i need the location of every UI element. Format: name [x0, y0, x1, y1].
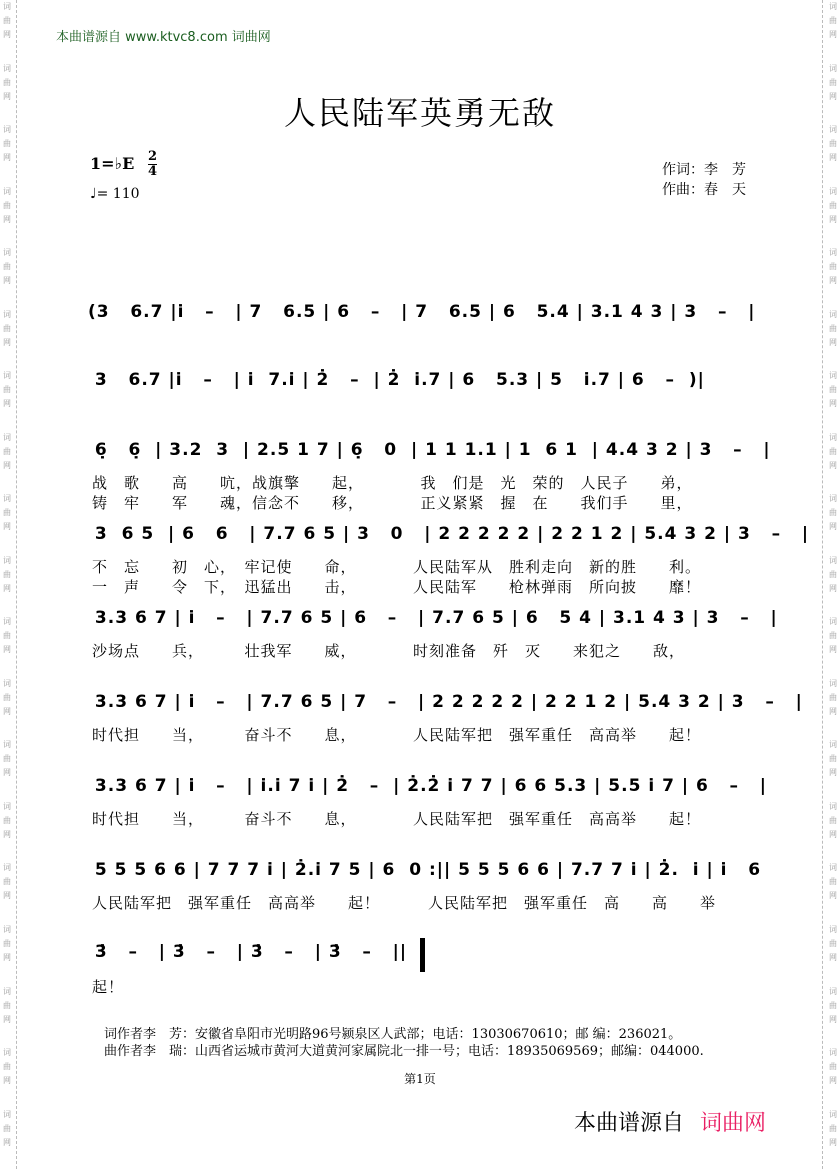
song-title: 人民陆军英勇无敌 [283, 94, 556, 132]
watermark-char: 词 [829, 617, 837, 627]
watermark-char: 网 [3, 645, 11, 655]
watermark-char: 网 [829, 1137, 837, 1147]
watermark-char: 曲 [829, 815, 837, 825]
watermark-char: 曲 [829, 323, 837, 333]
time-denominator: 4 [148, 164, 158, 179]
lyric-line: 时代担 当， 奋斗不 息， 人民陆军把 强军重任 高高举 起！ [92, 726, 702, 744]
watermark-char: 网 [3, 583, 11, 593]
watermark-char: 网 [829, 952, 837, 962]
watermark-char: 词 [829, 2, 837, 11]
notation: 3.3 6 7 | i̇ – | 7.7 6 5 | 7 – | 2 2 2 2 2 | 2 2 1 2 | 5.4 3 2 | 3 – | [88, 692, 803, 712]
watermark-char: 词 [3, 494, 11, 504]
right-dashed-border [822, 0, 823, 1169]
watermark-char: 网 [3, 30, 11, 39]
watermark-char: 曲 [3, 877, 11, 887]
watermark-char: 曲 [829, 16, 837, 25]
watermark-char: 网 [829, 214, 837, 224]
watermark-char: 曲 [3, 1062, 11, 1072]
watermark-char: 网 [829, 706, 837, 716]
watermark-char: 曲 [829, 77, 837, 87]
watermark-char: 曲 [829, 1123, 837, 1133]
watermark-char: 词 [829, 432, 837, 442]
watermark-char: 词 [3, 432, 11, 442]
score-row-3 [88, 440, 771, 470]
watermark-char: 网 [3, 706, 11, 716]
watermark-char: 词 [829, 186, 837, 196]
score-row-5 [88, 608, 778, 638]
watermark-char: 网 [3, 276, 11, 286]
watermark-char: 词 [829, 1109, 837, 1119]
notation: 3̇ – | 3̇ – | 3̇ – | 3̇ – || [88, 942, 408, 962]
notation: 3.3 6 7 | i̇ – | 7.7 6 5 | 6 – | 7.7 6 5 | 6 5 4 | 3.1 4 3 | 3 – | [88, 608, 778, 628]
final-barline [420, 938, 425, 972]
watermark-char: 网 [829, 1014, 837, 1024]
watermark-char: 词 [3, 1048, 11, 1058]
watermark-char: 曲 [829, 200, 837, 210]
score-row-1 [88, 302, 758, 332]
brand-text: 本曲谱源自 [574, 1111, 685, 1136]
watermark-char: 词 [829, 1048, 837, 1058]
score-row-8 [88, 860, 762, 890]
watermark-char: 词 [829, 986, 837, 996]
lyric-line: 战 歌 高 吭，战旗擎 起， 我 们是 光 荣的 人民子 弟， [92, 474, 693, 492]
watermark-char: 曲 [829, 631, 837, 641]
watermark-char: 词 [829, 801, 837, 811]
lyricist: 作词：李 芳 [662, 162, 746, 178]
watermark-char: 曲 [829, 877, 837, 887]
lyric-line: 一 声 令 下， 迅猛出 击， 人民陆军 枪林弹雨 所向披 靡！ [92, 578, 702, 596]
watermark-char: 网 [3, 829, 11, 839]
watermark-char: 词 [3, 801, 11, 811]
brand-footer [574, 1106, 766, 1137]
watermark-char: 曲 [3, 815, 11, 825]
watermark-char: 曲 [829, 1062, 837, 1072]
watermark-char: 词 [3, 309, 11, 319]
notation: 3 6.7 |i̇ – | i̇ 7.i̇ | 2̇ – | 2̇ i̇.7 | 6 5.3 | 5 i̇.7 | 6 – )| [88, 370, 705, 390]
watermark-char: 网 [3, 337, 11, 347]
watermark-char: 词 [829, 740, 837, 750]
watermark-char: 词 [829, 63, 837, 73]
watermark-char: 网 [829, 891, 837, 901]
watermark-char: 曲 [829, 1000, 837, 1010]
page-number: 第1页 [404, 1072, 436, 1086]
watermark-char: 曲 [3, 200, 11, 210]
watermark-char: 网 [829, 768, 837, 778]
notation: 5 5 5 6 6 | 7 7 7 i̇ | 2̇.i̇ 7 5 | 6 0 :|| 5 5 5 6 6 | 7.7 7 i̇ | 2̇. i̇ | i̇ 6 [88, 860, 762, 880]
watermark-char: 网 [3, 1137, 11, 1147]
watermark-char: 词 [829, 371, 837, 381]
time-signature [148, 150, 157, 179]
watermark-char: 网 [829, 276, 837, 286]
source-line: 本曲谱源自 www.ktvc8.com 词曲网 [56, 30, 271, 45]
watermark-char: 词 [3, 125, 11, 135]
watermark-char: 词 [829, 924, 837, 934]
watermark-char: 网 [3, 214, 11, 224]
watermark-char: 网 [829, 153, 837, 163]
watermark-char: 网 [829, 337, 837, 347]
watermark-char: 网 [3, 952, 11, 962]
watermark-char: 网 [829, 829, 837, 839]
watermark-char: 曲 [3, 508, 11, 518]
watermark-char: 曲 [3, 1123, 11, 1133]
watermark-char: 网 [3, 91, 11, 101]
left-dashed-border [16, 0, 17, 1169]
watermark-char: 词 [3, 924, 11, 934]
watermark-char: 网 [829, 91, 837, 101]
watermark-char: 词 [3, 63, 11, 73]
footer-line: 词作者李 芳：安徽省阜阳市光明路96号颍泉区人武部；电话：13030670610；邮 编：236021。 [104, 1027, 682, 1042]
watermark-char: 曲 [3, 323, 11, 333]
watermark-char: 曲 [829, 508, 837, 518]
notation: 3.3 6 7 | i̇ – | i̇.i̇ 7 i̇ | 2̇ – | 2̇.2̇ i̇ 7 7 | 6 6 5.3 | 5.5 i̇ 7 | 6 – | [88, 776, 767, 796]
lyric-line: 不 忘 初 心， 牢记使 命， 人民陆军从 胜利走向 新的胜 利。 [92, 558, 702, 576]
footer-contacts [104, 1026, 704, 1060]
watermark-char: 词 [3, 186, 11, 196]
watermark-char: 网 [3, 153, 11, 163]
watermark-char: 词 [3, 555, 11, 565]
watermark-char: 网 [3, 1014, 11, 1024]
score-row-7 [88, 776, 767, 806]
brand-link[interactable]: 词曲网 [700, 1111, 767, 1136]
watermark-char: 曲 [3, 692, 11, 702]
watermark-char: 曲 [829, 692, 837, 702]
watermark-char: 词 [3, 371, 11, 381]
watermark-char: 词 [3, 863, 11, 873]
score-row-6 [88, 692, 803, 722]
score-row-2 [88, 370, 758, 400]
watermark-char: 曲 [829, 139, 837, 149]
score-row-4 [88, 524, 810, 554]
watermark-char: 网 [3, 460, 11, 470]
notation: 3 6 5 | 6 6 | 7.7 6 5 | 3 0 | 2 2 2 2 2 | 2 2 1 2 | 5.4 3 2 | 3 – | [88, 524, 810, 544]
watermark-char: 词 [3, 248, 11, 258]
watermark-char: 曲 [3, 262, 11, 272]
watermark-char: 曲 [3, 631, 11, 641]
lyric-line: 时代担 当， 奋斗不 息， 人民陆军把 强军重任 高高举 起！ [92, 810, 702, 828]
watermark-char: 网 [829, 399, 837, 409]
watermark-char: 曲 [3, 938, 11, 948]
watermark-char: 词 [3, 2, 11, 11]
watermark-char: 词 [3, 1109, 11, 1119]
watermark-char: 曲 [829, 569, 837, 579]
watermark-char: 词 [3, 986, 11, 996]
watermark-char: 词 [829, 863, 837, 873]
watermark-char: 曲 [3, 77, 11, 87]
watermark-char: 词 [3, 678, 11, 688]
watermark-char: 词 [829, 494, 837, 504]
watermark-char: 网 [3, 1076, 11, 1086]
watermark-char: 网 [3, 768, 11, 778]
watermark-char: 网 [3, 891, 11, 901]
watermark-char: 词 [3, 740, 11, 750]
watermark-char: 曲 [829, 938, 837, 948]
watermark-char: 网 [829, 460, 837, 470]
watermark-char: 词 [829, 309, 837, 319]
watermark-char: 曲 [3, 16, 11, 25]
watermark-char: 网 [3, 522, 11, 532]
composer: 作曲：春 天 [662, 182, 746, 198]
watermark-char: 网 [829, 583, 837, 593]
tempo-marking: ♩= 110 [90, 186, 140, 202]
watermark-char: 曲 [3, 754, 11, 764]
watermark-char: 曲 [829, 754, 837, 764]
watermark-char: 词 [829, 125, 837, 135]
watermark-char: 曲 [3, 1000, 11, 1010]
watermark-char: 词 [829, 555, 837, 565]
lyric-line: 起！ [92, 978, 125, 996]
lyric-line: 铸 牢 军 魂，信念不 移， 正义紧紧 握 在 我们手 里， [92, 494, 693, 512]
credits [662, 160, 746, 200]
right-watermark-strip [826, 0, 840, 1169]
lyric-line: 沙场点 兵， 壮我军 威， 时刻准备 歼 灭 来犯之 敌， [92, 642, 686, 660]
notation: (3 6.7 |i̇ – | 7 6.5 | 6 – | 7 6.5 | 6 5.4 | 3.1 4 3 | 3 – | [88, 302, 756, 322]
watermark-char: 曲 [829, 385, 837, 395]
watermark-char: 曲 [829, 262, 837, 272]
watermark-char: 词 [829, 678, 837, 688]
left-watermark-strip [0, 0, 14, 1169]
watermark-char: 网 [829, 522, 837, 532]
watermark-char: 曲 [3, 446, 11, 456]
footer-line: 曲作者李 瑞：山西省运城市黄河大道黄河家属院北一排一号；电话：18935069569；邮编：044000. [104, 1044, 704, 1059]
key-signature: 1=♭E [90, 154, 135, 173]
watermark-char: 网 [3, 399, 11, 409]
watermark-char: 网 [829, 645, 837, 655]
watermark-char: 曲 [3, 385, 11, 395]
watermark-char: 词 [829, 248, 837, 258]
watermark-char: 网 [829, 30, 837, 39]
lyric-line: 人民陆军把 强军重任 高高举 起！ 人民陆军把 强军重任 高 高 举 [92, 894, 717, 912]
watermark-char: 曲 [829, 446, 837, 456]
watermark-char: 曲 [3, 139, 11, 149]
watermark-char: 曲 [3, 569, 11, 579]
watermark-char: 词 [3, 617, 11, 627]
watermark-char: 网 [829, 1076, 837, 1086]
notation: 6̣ 6̣ | 3.2 3 | 2.5 1 7 | 6̣ 0 | 1 1 1.1 | 1 6 1 | 4.4 3 2 | 3 – | [88, 440, 771, 460]
time-numerator: 2 [148, 149, 158, 164]
